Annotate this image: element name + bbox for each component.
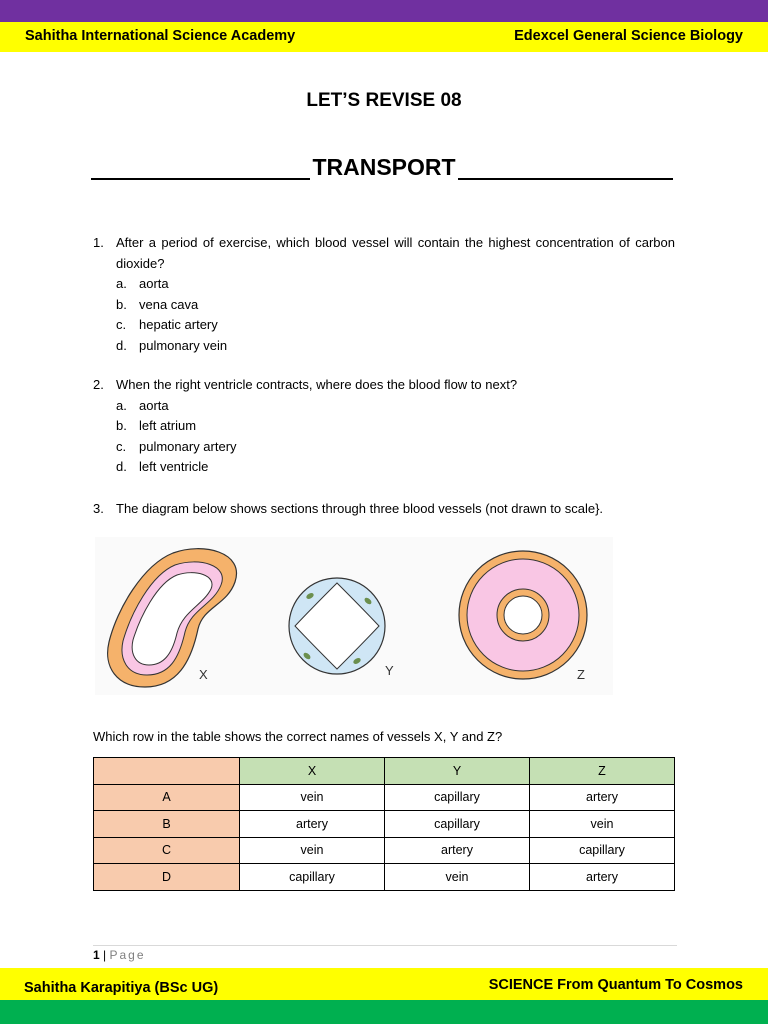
table-cell: capillary — [530, 837, 675, 864]
question-number: 2. — [93, 377, 104, 392]
page-number: 1 | Page — [93, 948, 146, 962]
question-number: 3. — [93, 501, 104, 516]
footer-rule — [93, 945, 677, 946]
question-number: 1. — [93, 235, 104, 250]
table-header-x: X — [240, 758, 385, 785]
vessel-z-label: Z — [577, 667, 585, 682]
vessel-x — [108, 549, 237, 687]
table-row — [94, 784, 675, 811]
question-text: After a period of exercise, which blood vessel will contain the highest concentration of carbon dioxide? — [116, 235, 675, 271]
vessel-x-label: X — [199, 667, 208, 682]
option-c: c. hepatic artery — [116, 317, 218, 332]
footer-green-band — [0, 1000, 768, 1024]
header-band — [0, 22, 768, 52]
academy-name: Sahitha International Science Academy — [25, 28, 296, 44]
top-purple-band — [0, 0, 768, 22]
table-header-y: Y — [385, 758, 530, 785]
answer-table — [93, 757, 675, 891]
question-2 — [93, 375, 675, 478]
table-question: Which row in the table shows the correct names of vessels X, Y and Z? — [93, 729, 503, 744]
question-1 — [93, 233, 675, 356]
table-cell: vein — [530, 811, 675, 838]
table-row — [94, 864, 675, 891]
vessel-diagram-svg — [95, 537, 613, 695]
question-text: The diagram below shows sections through three blood vessels (not drawn to scale}. — [116, 501, 604, 516]
table-cell: artery — [240, 811, 385, 838]
table-cell: capillary — [385, 811, 530, 838]
row-label: C — [94, 837, 240, 864]
table-header-row — [94, 758, 675, 785]
footer-tagline: SCIENCE From Quantum To Cosmos — [488, 977, 743, 993]
blood-vessel-diagram — [95, 537, 613, 695]
footer-band — [0, 968, 768, 1000]
page-subtitle: TRANSPORT — [312, 154, 456, 180]
table-header-z: Z — [530, 758, 675, 785]
table-corner-cell — [94, 758, 240, 785]
table-cell: vein — [240, 837, 385, 864]
option-d: d. left ventricle — [116, 459, 209, 474]
table-row — [94, 811, 675, 838]
vessel-y — [289, 578, 394, 678]
table-cell: capillary — [240, 864, 385, 891]
course-name: Edexcel General Science Biology — [514, 28, 743, 44]
table-cell: artery — [530, 864, 675, 891]
table-cell: artery — [385, 837, 530, 864]
table-cell: vein — [385, 864, 530, 891]
option-a: a. aorta — [116, 276, 169, 291]
option-c: c. pulmonary artery — [116, 438, 237, 454]
table-cell: capillary — [385, 784, 530, 811]
option-a: a. aorta — [116, 397, 169, 413]
page-title: LET’S REVISE 08 — [306, 90, 462, 111]
vessel-y-label: Y — [385, 663, 394, 678]
question-3 — [93, 499, 675, 520]
row-label: B — [94, 811, 240, 838]
option-b: b. vena cava — [116, 296, 199, 312]
question-text: When the right ventricle contracts, where does the blood flow to next? — [116, 377, 518, 392]
footer-author: Sahitha Karapitiya (BSc UG) — [24, 980, 219, 996]
row-label: D — [94, 864, 240, 891]
table-cell: vein — [240, 784, 385, 811]
subtitle-wrap — [0, 154, 768, 181]
option-d: d. pulmonary vein — [116, 337, 228, 353]
table-row — [94, 837, 675, 864]
row-label: A — [94, 784, 240, 811]
vessel-z — [459, 551, 587, 682]
table-cell: artery — [530, 784, 675, 811]
option-b: b. left atrium — [116, 418, 197, 433]
